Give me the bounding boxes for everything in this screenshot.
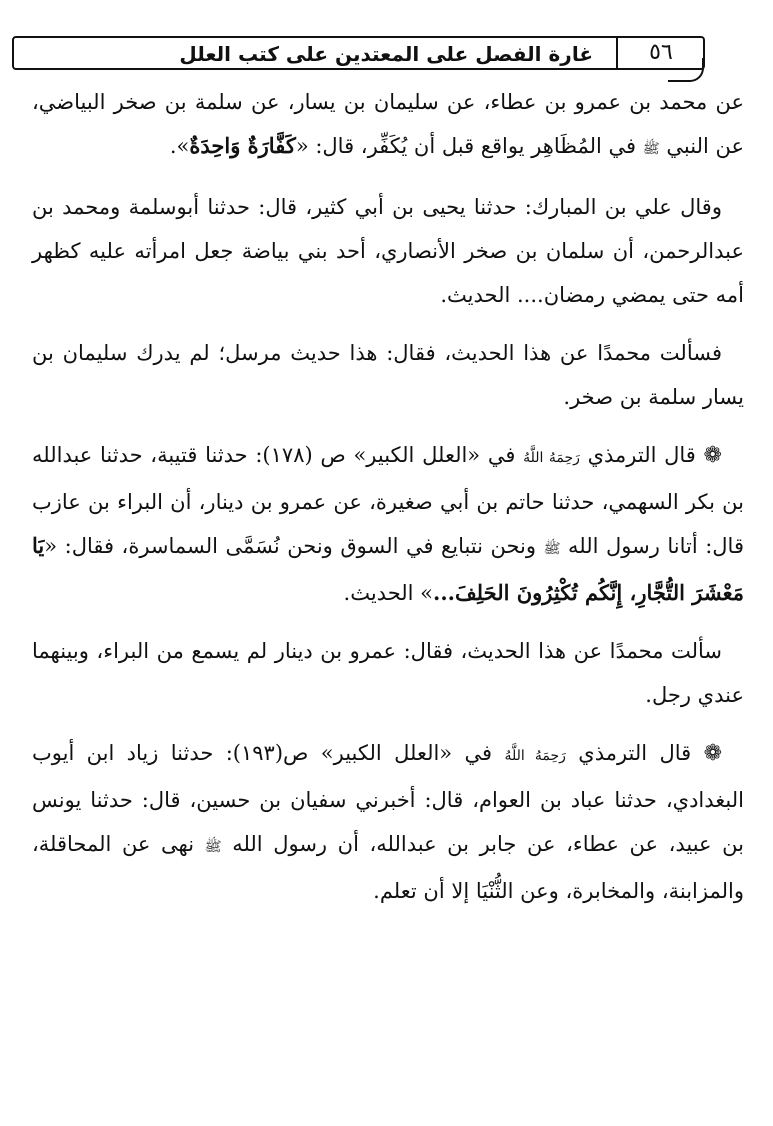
paragraph-2: وقال علي بن المبارك: حدثنا يحيى بن أبي كثير، قال: حدثنا أبوسلمة ومحمد بن عبدالرحمن، أن سلمان بن صخر الأنصاري، أحد بني بياضة جعل امرأته عليه كظهر أمه حتى يمضي رمضان.... الحديث. [32,195,744,307]
rahimahullah-symbol: رَحِمَهُ اللَّهُ [504,748,566,764]
rahimahullah-symbol: رَحِمَهُ اللَّهُ [523,450,580,466]
salawat-symbol: ﷺ [204,839,222,855]
hadith-quote: كَفَّارَةٌ وَاحِدَةٌ [189,133,296,158]
page-number: ٥٦ [649,40,673,65]
paragraph-5: سألت محمدًا عن هذا الحديث، فقال: عمرو بن دينار لم يسمع من البراء، وبينهما عندي رجل. [32,639,744,707]
running-header [12,36,705,70]
salawat-symbol: ﷺ [543,541,561,557]
book-title: غارة الفصل على المعتدين على كتب العلل [179,42,593,66]
page-tab-ornament [668,58,704,82]
section-star-icon: ❁ [703,741,722,766]
header-divider [616,38,618,68]
page-body [32,80,744,927]
paragraph-6: ❁ قال الترمذي رَحِمَهُ اللَّهُ في «العلل الكبير» ص(١٩٣): حدثنا زياد ابن أيوب البغدادي، حدثنا عباد بن العوام، قال: أخبرني سفيان بن حسين، قال: حدثنا يونس بن عبيد، عن عطاء، عن جابر بن عبدالله، أن رسول الله ﷺ نهى عن المحاقلة، والمزابنة، والمخابرة، وعن الثُّنْيَا إلا أن تعلم. [32,741,744,903]
section-star-icon: ❁ [703,443,722,468]
salawat-symbol: ﷺ [642,141,660,157]
hadith-quote: يَا مَعْشَرَ التُّجَّارِ، إِنَّكُم تُكْثِرُونَ الحَلِفَ... [32,533,744,605]
paragraph-1: عن محمد بن عمرو بن عطاء، عن سليمان بن يسار، عن سلمة بن صخر البياضي، عن النبي ﷺ في المُظَاهِر يواقع قبل أن يُكَفِّر، قال: «كَفَّارَةٌ وَاحِدَةٌ». [32,90,744,158]
paragraph-4: ❁ قال الترمذي رَحِمَهُ اللَّهُ في «العلل الكبير» ص (١٧٨): حدثنا قتيبة، حدثنا عبدالله بن بكر السهمي، حدثنا حاتم بن أبي صغيرة، عن عمرو بن دينار، أن البراء بن عازب قال: أتانا رسول الله ﷺ ونحن نتبايع في السوق ونحن نُسَمَّى السماسرة، فقال: «يَا مَعْشَرَ التُّجَّارِ، إِنَّكُم تُكْثِرُونَ الحَلِفَ...» الحديث. [32,443,744,605]
paragraph-3: فسألت محمدًا عن هذا الحديث، فقال: هذا حديث مرسل؛ لم يدرك سليمان بن يسار سلمة بن صخر. [32,341,744,409]
